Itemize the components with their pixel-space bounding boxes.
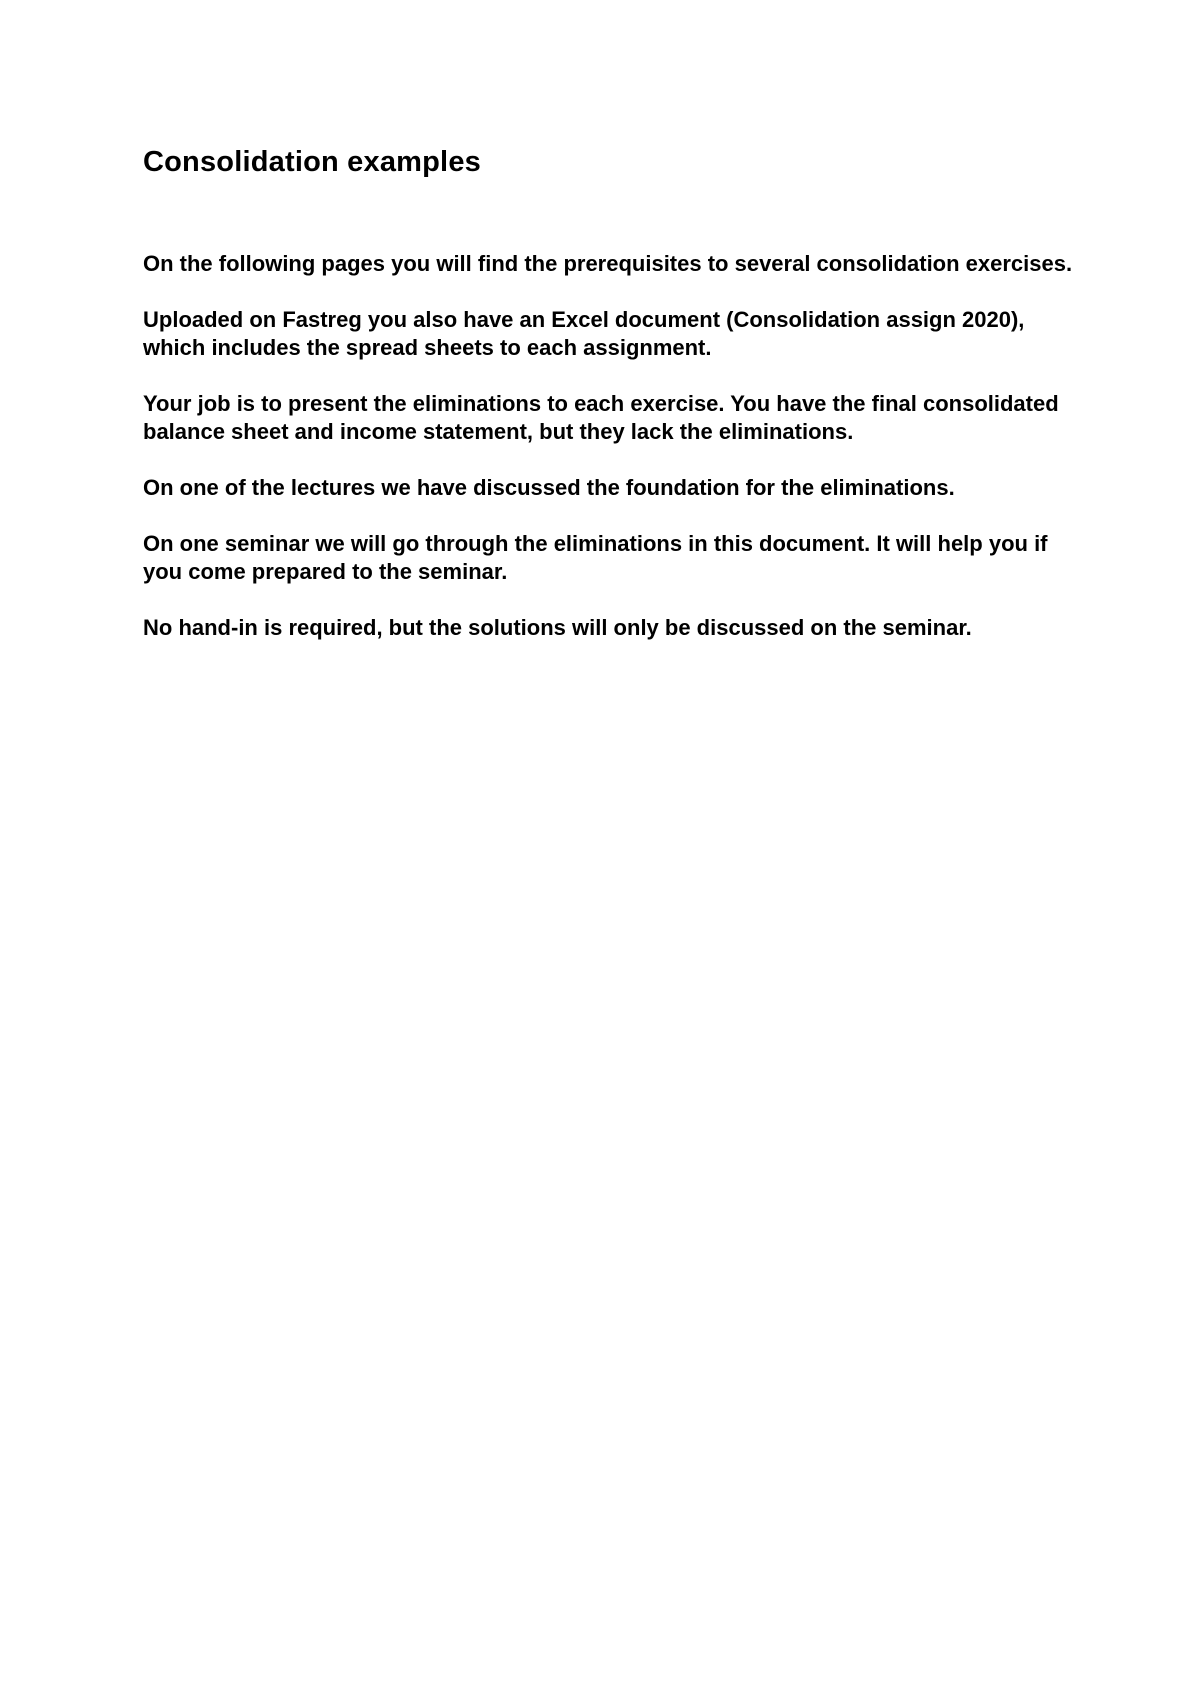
paragraph-seminar: On one seminar we will go through the eliminations in this document. It will help you if you come prepared to the seminar. xyxy=(143,531,1048,584)
paragraph-your-job: Your job is to present the eliminations to each exercise. You have the final consolidated balance sheet and income statement, but they lack the eliminations. xyxy=(143,391,1059,444)
page-title: Consolidation examples xyxy=(143,146,481,178)
paragraph-excel-document: Uploaded on Fastreg you also have an Excel document (Consolidation assign 2020), which includes the spread sheets to each assignment. xyxy=(143,307,1025,360)
paragraph-prerequisites: On the following pages you will find the prerequisites to several consolidation exercises. xyxy=(143,251,1073,276)
document-page xyxy=(143,140,1083,670)
paragraph-lectures: On one of the lectures we have discussed the foundation for the eliminations. xyxy=(143,475,955,500)
paragraph-hand-in: No hand-in is required, but the solutions will only be discussed on the seminar. xyxy=(143,615,972,640)
